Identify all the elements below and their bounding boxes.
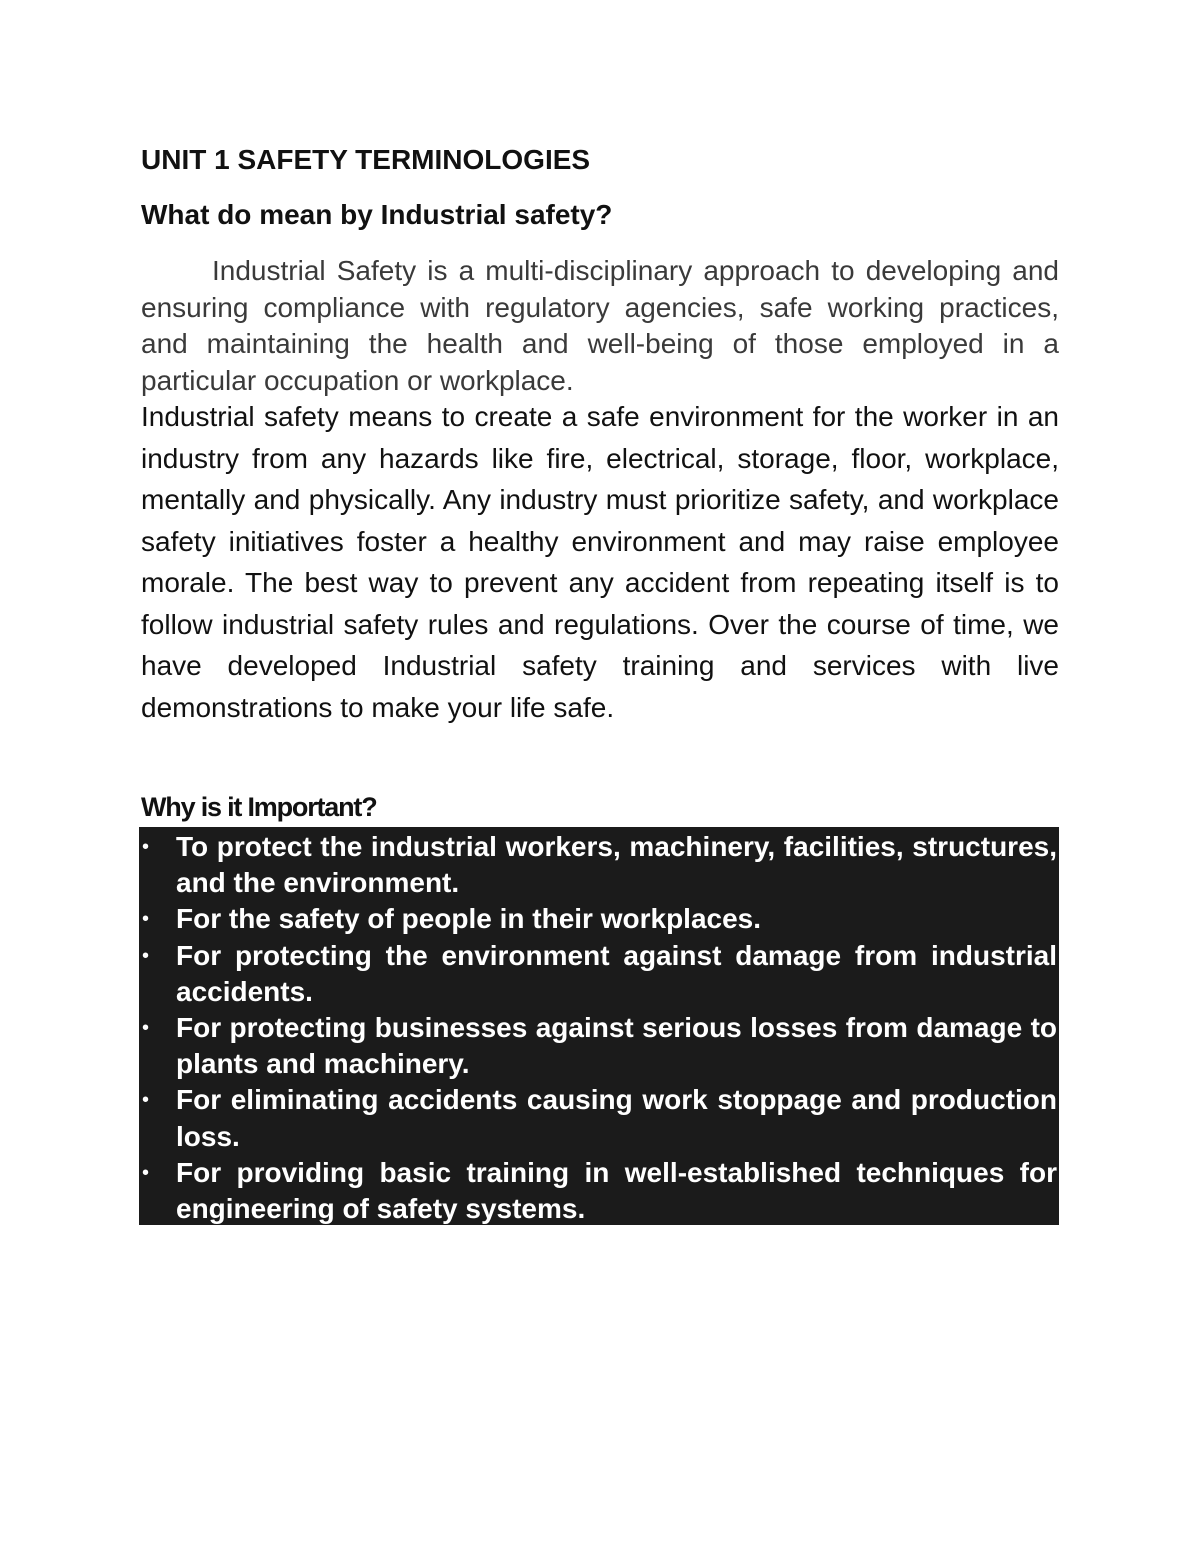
why-heading: Why is it Important?: [141, 792, 377, 822]
unit-title: UNIT 1 SAFETY TERMINOLOGIES: [141, 144, 591, 175]
section-question: What do mean by Industrial safety?: [141, 199, 613, 230]
reasons-list: [139, 827, 1059, 1227]
bullet-icon: •: [142, 1089, 150, 1112]
list-item: [139, 1082, 1059, 1154]
list-item: [139, 1155, 1059, 1227]
list-item-text: For the safety of people in their workplaces.: [176, 903, 762, 935]
bullet-icon: •: [142, 1017, 150, 1040]
body-paragraph: Industrial safety means to create a safe environment for the worker in an industry from any hazards like fire, electrical, storage, floor, workplace, mentally and physically. Any industry must prioritize safety, and workplace safety initiatives foster a healthy environment and may raise employee morale. The best way to prevent any accident from repeating itself is to follow industrial safety rules and regulations. Over the course of time, we have developed Industrial safety training and services with live demonstrations to make your life safe.: [141, 401, 1059, 723]
list-item-text: For providing basic training in well-established techniques for engineering of safety systems.: [176, 1156, 1057, 1225]
list-item-text: For protecting the environment against damage from industrial accidents.: [176, 939, 1057, 1007]
highlighted-reasons-box: [139, 827, 1059, 1225]
bullet-icon: •: [142, 1161, 150, 1184]
list-item: [139, 938, 1059, 1010]
list-item-text: For eliminating accidents causing work stoppage and production loss.: [176, 1084, 1057, 1152]
list-item: [139, 829, 1059, 901]
bullet-icon: •: [142, 944, 150, 967]
bullet-icon: •: [142, 836, 150, 858]
list-item: [139, 1010, 1059, 1082]
intro-paragraph: Industrial Safety is a multi-disciplinary approach to developing and ensuring compliance with regulatory agencies, safe working practices, and maintaining the health and well-being of those employed in a particular occupation or workplace.: [141, 255, 1059, 396]
list-item-text: To protect the industrial workers, machinery, facilities, structures, and the environment.: [176, 831, 1057, 899]
list-item-text: For protecting businesses against serious losses from damage to plants and machinery.: [176, 1012, 1057, 1080]
bullet-icon: •: [142, 908, 150, 931]
list-item: [139, 901, 1059, 937]
